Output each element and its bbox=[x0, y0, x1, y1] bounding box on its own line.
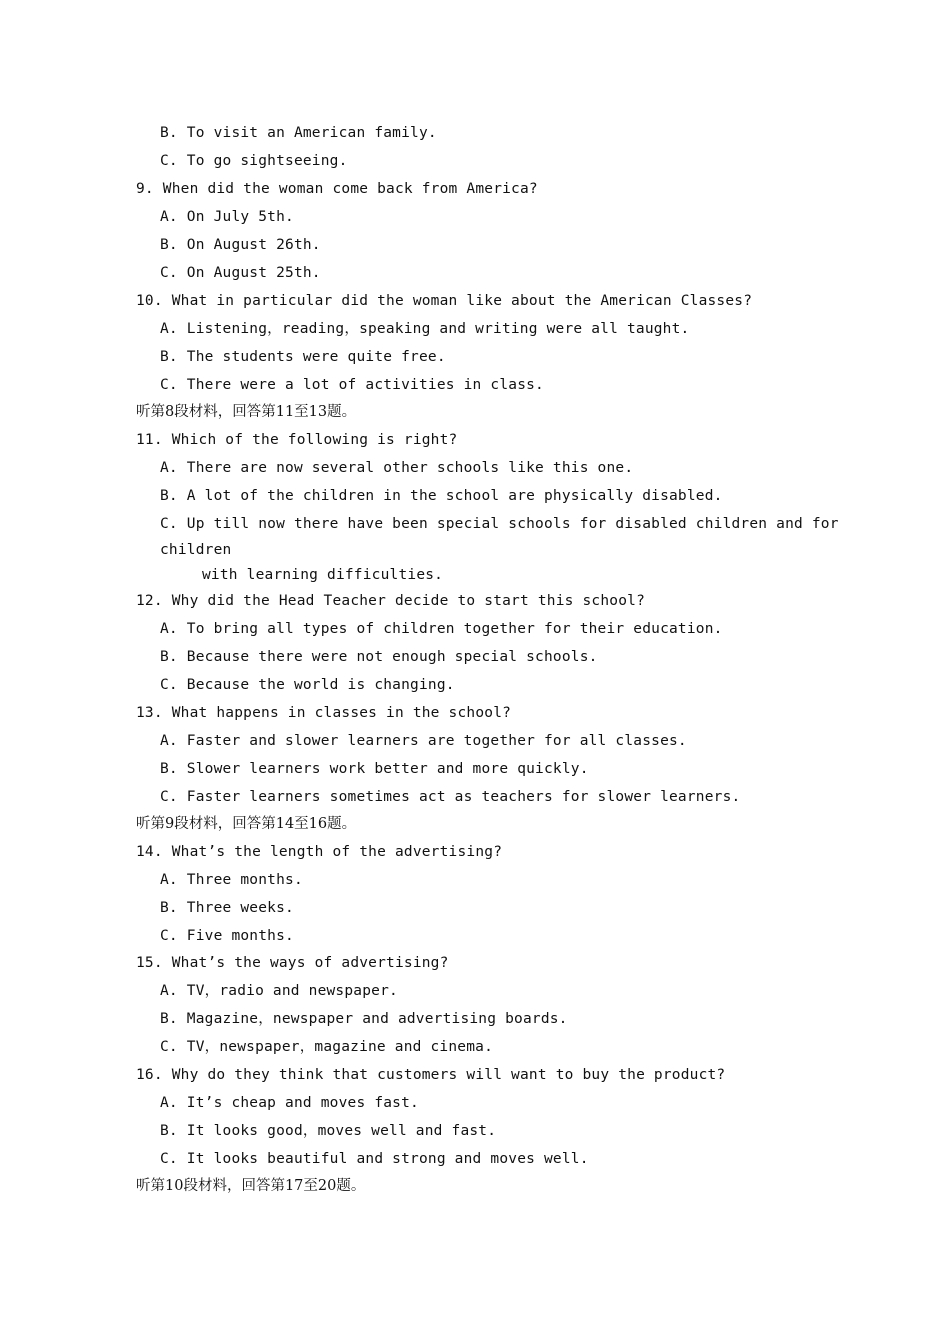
q16-option-c: C. It looks beautiful and strong and moves well. bbox=[160, 1151, 589, 1167]
question-11: 11. Which of the following is right? bbox=[136, 432, 458, 448]
q13-option-c: C. Faster learners sometimes act as teachers for slower learners. bbox=[160, 789, 741, 805]
q8-option-b: B. To visit an American family. bbox=[160, 125, 437, 141]
question-13: 13. What happens in classes in the school? bbox=[136, 705, 512, 721]
q11-option-c-cont: children bbox=[160, 542, 232, 558]
q12-option-c: C. Because the world is changing. bbox=[160, 677, 455, 693]
q11-option-c-cont-2: with learning difficulties. bbox=[202, 567, 444, 583]
question-15: 15. What’s the ways of advertising? bbox=[136, 955, 449, 971]
q10-option-a: A. Listening，reading，speaking and writing were all taught. bbox=[160, 321, 690, 337]
q10-option-c: C. There were a lot of activities in class. bbox=[160, 377, 544, 393]
q11-option-c: C. Up till now there have been special schools for disabled children and for bbox=[160, 516, 839, 532]
question-16: 16. Why do they think that customers will want to buy the product? bbox=[136, 1067, 726, 1083]
q16-option-a: A. It’s cheap and moves fast. bbox=[160, 1095, 419, 1111]
question-9: 9. When did the woman come back from America? bbox=[136, 181, 538, 197]
q8-option-c: C. To go sightseeing. bbox=[160, 153, 348, 169]
q9-option-c: C. On August 25th. bbox=[160, 265, 321, 281]
q14-option-c: C. Five months. bbox=[160, 928, 294, 944]
question-10: 10. What in particular did the woman like about the American Classes? bbox=[136, 293, 753, 309]
question-14: 14. What’s the length of the advertising? bbox=[136, 844, 503, 860]
q14-option-b: B. Three weeks. bbox=[160, 900, 294, 916]
q12-option-b: B. Because there were not enough special schools. bbox=[160, 649, 598, 665]
q15-option-a: A. TV，radio and newspaper. bbox=[160, 983, 398, 999]
q16-option-b: B. It looks good，moves well and fast. bbox=[160, 1123, 497, 1139]
q10-option-b: B. The students were quite free. bbox=[160, 349, 446, 365]
q14-option-a: A. Three months. bbox=[160, 872, 303, 888]
q9-option-a: A. On July 5th. bbox=[160, 209, 294, 225]
q11-option-a: A. There are now several other schools like this one. bbox=[160, 460, 634, 476]
q13-option-b: B. Slower learners work better and more quickly. bbox=[160, 761, 589, 777]
q13-option-a: A. Faster and slower learners are together for all classes. bbox=[160, 733, 687, 749]
question-12: 12. Why did the Head Teacher decide to start this school? bbox=[136, 593, 645, 609]
q15-option-c: C. TV，newspaper，magazine and cinema. bbox=[160, 1039, 494, 1055]
section-heading-8: 听第8段材料，回答第11至13题。 bbox=[136, 404, 357, 420]
section-heading-9: 听第9段材料，回答第14至16题。 bbox=[136, 816, 357, 832]
q11-option-b: B. A lot of the children in the school are physically disabled. bbox=[160, 488, 723, 504]
section-heading-10: 听第10段材料，回答第17至20题。 bbox=[136, 1178, 366, 1194]
q15-option-b: B. Magazine，newspaper and advertising boards. bbox=[160, 1011, 568, 1027]
q9-option-b: B. On August 26th. bbox=[160, 237, 321, 253]
q12-option-a: A. To bring all types of children together for their education. bbox=[160, 621, 723, 637]
